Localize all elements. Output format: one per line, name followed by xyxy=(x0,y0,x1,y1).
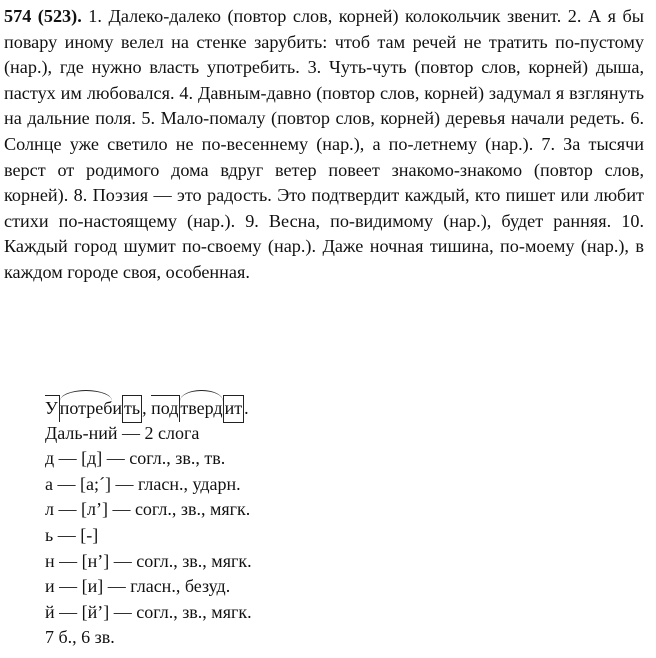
root-mark: потреб xyxy=(60,396,113,422)
prefix-mark: У xyxy=(45,395,60,422)
root-arc-icon xyxy=(180,390,222,401)
letter-row: л — [л’] — согл., зв., мягк. xyxy=(45,499,251,520)
word-analysis xyxy=(45,395,445,651)
letter-row: ь — [-] xyxy=(45,524,99,545)
letter-row: и — [и] — гласн., безуд. xyxy=(45,576,231,597)
letter-row: н — [н’] — согл., зв., мягк. xyxy=(45,550,252,571)
root-mark: тверд xyxy=(180,396,222,422)
exercise-number: 574 (523). xyxy=(4,6,82,26)
ending-box: ть xyxy=(122,395,142,423)
morphemic-analysis: У потреб и ть , под тверд ит . xyxy=(45,395,445,421)
word-upotrebit xyxy=(45,398,142,418)
suffix-mark: и xyxy=(112,398,123,418)
prefix-mark: под xyxy=(151,395,180,422)
letter-row: а — [а;´] — гласн., ударн. xyxy=(45,473,241,494)
word-podtverdit xyxy=(151,398,244,418)
syllable-count: Даль-ний — 2 слога xyxy=(45,422,200,443)
letters-summary: 7 б., 6 зв. xyxy=(45,627,115,648)
letter-row: д — [д] — согл., зв., тв. xyxy=(45,448,226,469)
root-arc-icon xyxy=(60,390,113,401)
letter-row: й — [й’] — согл., зв., мягк. xyxy=(45,601,252,622)
exercise-text xyxy=(4,4,644,286)
exercise-sentences: 1. Далеко-далеко (повтор слов, корней) колокольчик звенит. 2. А я бы повару иному велел на стенке зарубить: чтоб там речей не тратить по-пустому (нар.), где нужно власть употребить. 3. Чуть-чуть (повтор слов, корней) дыша, пастух им любовался. 4. Давным-давно (повтор слов, корней) задумал я взглянуть на дальние поля. 5. Мало-помалу (повтор слов, корней) деревья начали редеть. 6. Солнце уже светило не по-весеннему (нар.), а по-летнему (нар.). 7. За тысячи верст от родимого дома вдруг ветер повеет знакомо-знакомо (повтор слов, корней). 8. Поэзия — это радость. Это подтвердит каждый, кто пишет или любит стихи по-настоящему (нар.). 9. Весна, по-видимому (нар.), будет ранняя. 10. Каждый город шумит по-своему (нар.). Даже ночная тишина, по-моему (нар.), в каждом городе своя, особенная. xyxy=(4,6,644,282)
ending-box: ит xyxy=(223,395,245,423)
